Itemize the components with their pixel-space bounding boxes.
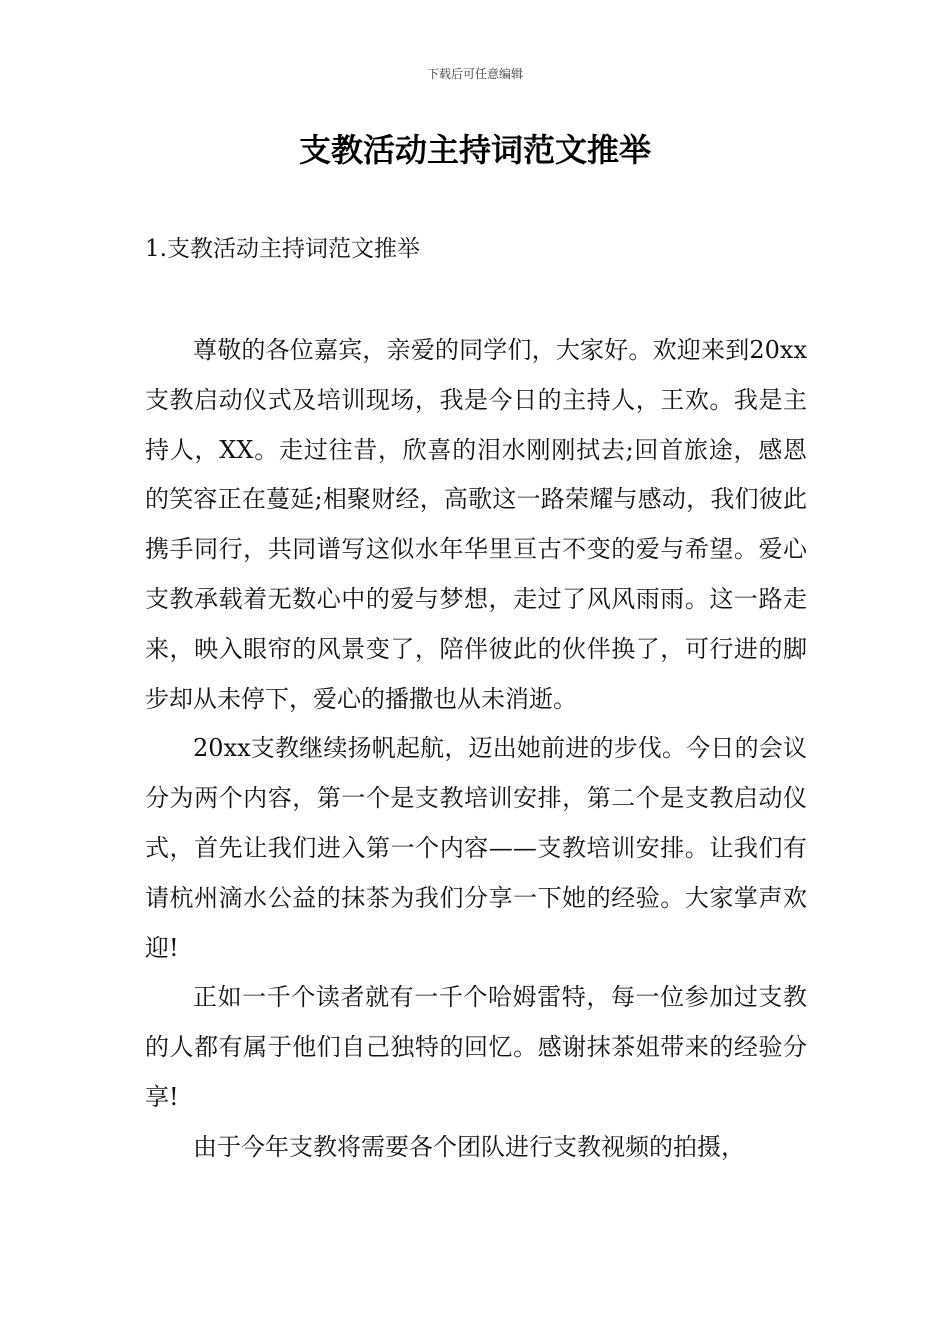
section-heading: 1.支教活动主持词范文推举	[145, 236, 420, 262]
document-title: 支教活动主持词范文推举	[298, 131, 651, 169]
body-paragraph: 尊敬的各位嘉宾，亲爱的同学们，大家好。欢迎来到20xx支教启动仪式及培训现场，我是今日的主持人，王欢。我是主持人，XX。走过往昔，欣喜的泪水刚刚拭去;回首旅途，感恩的笑容正在蔓延;相聚财经，高歌这一路荣耀与感动，我们彼此携手同行，共同谱写这似水年华里亘古不变的爱与希望。爱心支教承载着无数心中的爱与梦想，走过了风风雨雨。这一路走来，映入眼帘的风景变了，陪伴彼此的伙伴换了，可行进的脚步却从未停下，爱心的播撒也从未消逝。	[145, 336, 807, 713]
body-paragraph: 20xx支教继续扬帆起航，迈出她前进的步伐。今日的会议分为两个内容，第一个是支教培训安排，第二个是支教启动仪式，首先让我们进入第一个内容——支教培训安排。让我们有请杭州滴水公益的抹茶为我们分享一下她的经验。大家掌声欢迎!	[145, 734, 807, 962]
body-paragraph: 由于今年支教将需要各个团队进行支教视频的拍摄，	[193, 1132, 745, 1161]
body-paragraph: 正如一千个读者就有一千个哈姆雷特，每一位参加过支教的人都有属于他们自己独特的回忆。感谢抹茶姐带来的经验分享!	[145, 983, 807, 1111]
header-note: 下载后可任意编辑	[426, 67, 523, 81]
document-body	[145, 326, 807, 1173]
